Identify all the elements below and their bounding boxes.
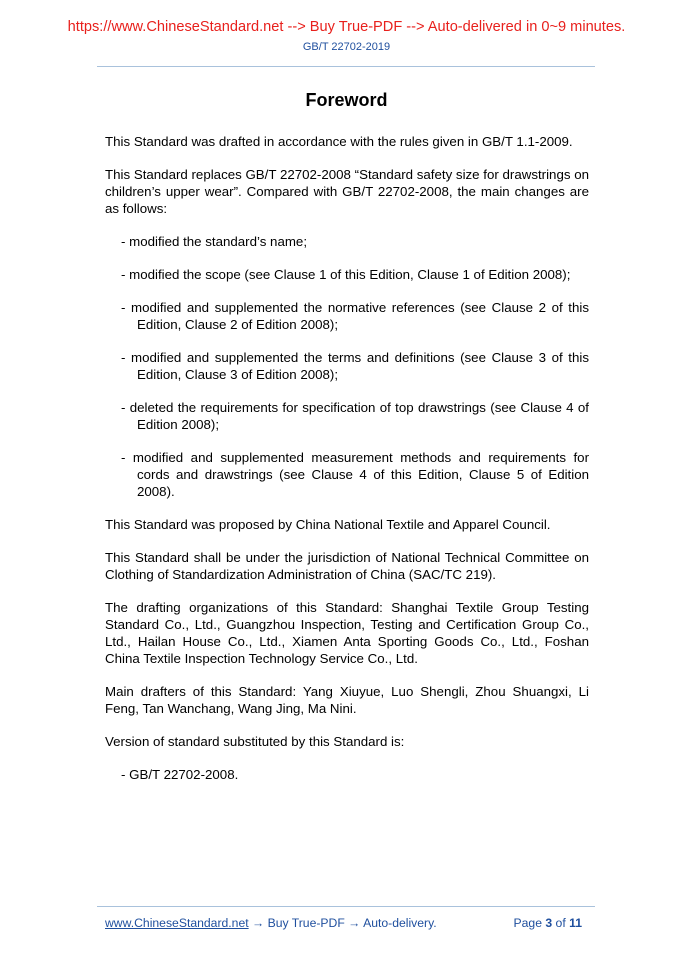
page-of: of xyxy=(555,916,566,930)
paragraph: This Standard replaces GB/T 22702-2008 “Standard safety size for drawstrings on children’s upper wear”. Compared with GB/T 22702-2008, the main changes are as follows: xyxy=(105,167,589,216)
list-item: - modified and supplemented measurement methods and requirements for cords and drawstrings (see Clause 4 of this Edition, Clause 5 of Edition 2008). xyxy=(121,450,589,499)
standard-code-header: GB/T 22702-2019 xyxy=(302,41,391,53)
list-item: - GB/T 22702-2008. xyxy=(121,767,239,782)
paragraph: This Standard shall be under the jurisdiction of National Technical Committee on Clothing of Standardization Administration of China (SAC/TC 219). xyxy=(105,550,589,582)
paragraph: The drafting organizations of this Standard: Shanghai Textile Group Testing Standard Co., Ltd., Guangzhou Inspection, Testing and Certification Group Co., Ltd., Hailan House Co., Ltd., Xiamen Anta Sporting Goods Co., Ltd., Foshan China Textile Inspection Technology Service Co., Ltd. xyxy=(105,600,589,666)
list-item: - modified and supplemented the normative references (see Clause 2 of this Edition, Clause 2 of Edition 2008); xyxy=(121,300,589,332)
foreword-body xyxy=(105,133,589,799)
list-item: - modified the standard’s name; xyxy=(121,234,308,249)
list-item: - deleted the requirements for specification of top drawstrings (see Clause 4 of Edition 2008); xyxy=(121,400,589,432)
page-indicator xyxy=(514,916,582,930)
footer-site-link[interactable]: www.ChineseStandard.net xyxy=(105,916,249,930)
paragraph: This Standard was drafted in accordance with the rules given in GB/T 1.1-2009. xyxy=(105,134,573,149)
list-item: - modified the scope (see Clause 1 of this Edition, Clause 1 of Edition 2008); xyxy=(121,267,571,282)
purchase-banner[interactable]: https://www.ChineseStandard.net --> Buy True-PDF --> Auto-delivered in 0~9 minutes. xyxy=(67,19,626,35)
paragraph: This Standard was proposed by China National Textile and Apparel Council. xyxy=(105,517,551,532)
page-current: 3 xyxy=(545,916,553,930)
footer-links xyxy=(105,916,437,930)
paragraph: Main drafters of this Standard: Yang Xiuyue, Luo Shengli, Zhou Shuangxi, Li Feng, Tan Wanchang, Wang Jing, Ma Nini. xyxy=(105,684,589,716)
page-word: Page xyxy=(513,916,542,930)
page-title: Foreword xyxy=(305,90,388,110)
footer-tagline: → Buy True-PDF → Auto-delivery. xyxy=(248,916,437,930)
page-total: 11 xyxy=(569,916,582,930)
header-divider xyxy=(97,66,595,67)
paragraph: Version of standard substituted by this Standard is: xyxy=(105,734,405,749)
footer-divider xyxy=(97,906,595,907)
list-item: - modified and supplemented the terms and definitions (see Clause 3 of this Edition, Clause 3 of Edition 2008); xyxy=(121,350,589,382)
